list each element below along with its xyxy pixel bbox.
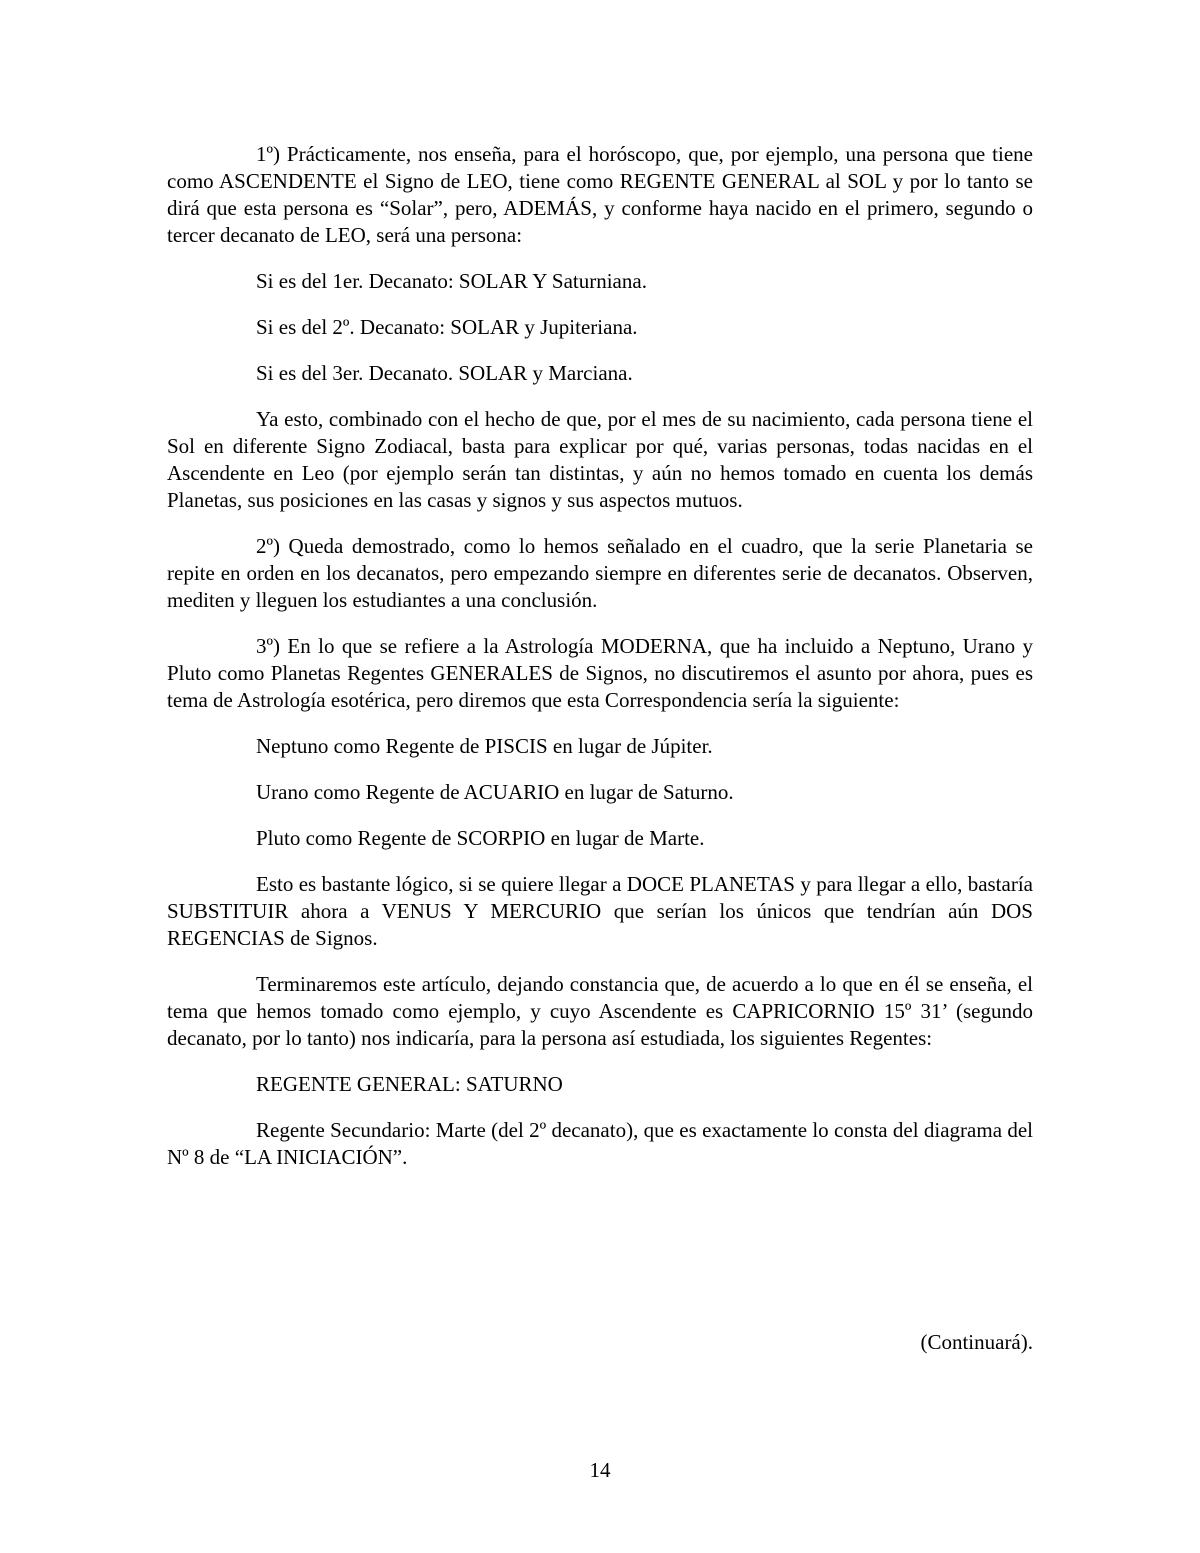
decanato-3-line: Si es del 3er. Decanato. SOLAR y Marciana. xyxy=(256,361,633,385)
paragraph-1-practicamente: 1º) Prácticamente, nos enseña, para el horóscopo, que, por ejemplo, una persona que tiene como ASCENDENTE el Signo de LEO, tiene como REGENTE GENERAL al SOL y por lo tanto se dirá que esta persona es “Solar”, pero, ADEMÁS, y conforme haya nacido en el primero, segundo o tercer decanato de LEO, será una persona: xyxy=(167,142,1033,247)
paragraph-doce-planetas: Esto es bastante lógico, si se quiere llegar a DOCE PLANETAS y para llegar a ello, bastaría SUBSTITUIR ahora a VENUS Y MERCURIO que serían los únicos que tendrían aún DOS REGENCIAS de Signos. xyxy=(167,872,1033,950)
decanato-2-line: Si es del 2º. Decanato: SOLAR y Jupiteriana. xyxy=(256,315,638,339)
paragraph-regente-secundario: Regente Secundario: Marte (del 2º decanato), que es exactamente lo consta del diagrama del Nº 8 de “LA INICIACIÓN”. xyxy=(167,1118,1033,1169)
page-number: 14 xyxy=(589,1458,611,1482)
paragraph-2-queda-demostrado: 2º) Queda demostrado, como lo hemos señalado en el cuadro, que la serie Planetaria se repite en orden en los decanatos, pero empezando siempre en diferentes serie de decanatos. Observen, mediten y lleguen los estudiantes a una conclusión. xyxy=(167,534,1033,612)
neptuno-line: Neptuno como Regente de PISCIS en lugar de Júpiter. xyxy=(256,734,713,758)
continuara-note: (Continuará). xyxy=(920,1330,1033,1354)
decanato-1-line: Si es del 1er. Decanato: SOLAR Y Saturniana. xyxy=(256,269,647,293)
urano-line: Urano como Regente de ACUARIO en lugar de Saturno. xyxy=(256,780,734,804)
pluto-line: Pluto como Regente de SCORPIO en lugar de Marte. xyxy=(256,826,705,850)
paragraph-ya-esto: Ya esto, combinado con el hecho de que, por el mes de su nacimiento, cada persona tiene el Sol en diferente Signo Zodiacal, basta para explicar por qué, varias personas, todas nacidas en el Ascendente en Leo (por ejemplo serán tan distintas, y aún no hemos tomado en cuenta los demás Planetas, sus posiciones en las casas y signos y sus aspectos mutuos. xyxy=(167,407,1033,512)
paragraph-terminaremos: Terminaremos este artículo, dejando constancia que, de acuerdo a lo que en él se enseña, el tema que hemos tomado como ejemplo, y cuyo Ascendente es CAPRICORNIO 15º 31’ (segundo decanato, por lo tanto) nos indicaría, para la persona así estudiada, los siguientes Regentes: xyxy=(167,972,1033,1050)
regente-general-line: REGENTE GENERAL: SATURNO xyxy=(256,1072,563,1096)
paragraph-3-astrologia-moderna: 3º) En lo que se refiere a la Astrología MODERNA, que ha incluido a Neptuno, Urano y Pluto como Planetas Regentes GENERALES de Signos, no discutiremos el asunto por ahora, pues es tema de Astrología esotérica, pero diremos que esta Correspondencia sería la siguiente: xyxy=(167,634,1033,712)
body-text xyxy=(167,141,1033,1190)
